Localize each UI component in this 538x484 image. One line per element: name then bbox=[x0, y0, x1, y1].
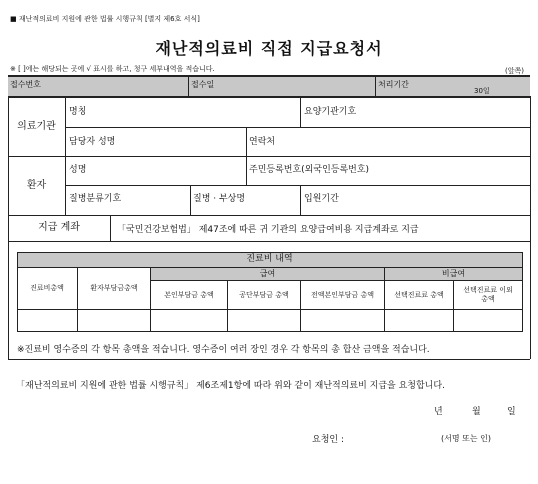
cost-table-title: 진료비 내역 bbox=[246, 254, 293, 265]
divider bbox=[246, 156, 247, 185]
manager-name-label: 담당자 성명 bbox=[69, 137, 116, 147]
covered-group-header: 급여 bbox=[259, 269, 276, 278]
divider bbox=[110, 215, 111, 241]
divider bbox=[530, 96, 531, 359]
divider bbox=[17, 309, 522, 310]
year-label: 년 bbox=[434, 407, 443, 417]
divider bbox=[246, 127, 247, 156]
divider bbox=[522, 252, 523, 332]
bullet-icon: ■ bbox=[10, 15, 17, 23]
payment-account-text: 「국민건강보험법」 제47조에 따른 귀 기관의 요양급여비용 지급계좌로 지급 bbox=[117, 225, 419, 235]
divider bbox=[188, 76, 189, 96]
insurer-total-header: 공단부담금 총액 bbox=[239, 290, 289, 299]
divider bbox=[300, 185, 301, 215]
non-selective-care-header: 선택진료료 이외 총액 bbox=[463, 286, 513, 303]
divider bbox=[8, 156, 530, 157]
disease-code-label: 질병분류기호 bbox=[69, 194, 122, 204]
resident-id-label: 주민등록번호(외국인등록번호) bbox=[249, 165, 370, 175]
divider bbox=[65, 127, 530, 128]
uncovered-group-header: 비급여 bbox=[441, 269, 466, 278]
divider bbox=[65, 185, 530, 186]
cost-table-note: ※진료비 영수증의 각 항목 총액을 적습니다. 영수증이 여러 장인 경우 각 항목의 총 합산 금액을 적습니다. bbox=[17, 345, 430, 355]
patient-name-label: 성명 bbox=[69, 165, 87, 175]
day-label: 일 bbox=[507, 407, 516, 417]
institution-name-label: 명칭 bbox=[69, 107, 87, 117]
receipt-date-label: 접수일 bbox=[191, 80, 215, 89]
processing-period-label: 처리기간 bbox=[378, 80, 409, 89]
law-reference: ■ 재난적의료비 지원에 관한 법률 시행규칙 [별지 제6호 서식] bbox=[10, 15, 200, 23]
disease-name-label: 질병 · 부상명 bbox=[193, 194, 246, 204]
divider bbox=[8, 96, 9, 359]
requester-label: 요청인 : bbox=[312, 435, 344, 445]
divider bbox=[453, 280, 454, 331]
copay-total-header: 본인부담금 총액 bbox=[164, 290, 214, 299]
institution-code-label: 요양기관기호 bbox=[304, 107, 357, 117]
processing-period-value: 30일 bbox=[474, 87, 490, 95]
signature-label: (서명 또는 인) bbox=[441, 434, 491, 443]
form-title: 재난적의료비 직접 지급요청서 bbox=[155, 39, 383, 58]
divider bbox=[8, 241, 530, 242]
divider bbox=[17, 331, 522, 332]
instruction-note: ※ [ ]에는 해당되는 곳에 √ 표시를 하고, 청구 세부내역을 적습니다. bbox=[10, 65, 215, 73]
receipt-bar bbox=[8, 76, 530, 96]
patient-section-label: 환자 bbox=[26, 179, 47, 191]
admission-period-label: 입원기간 bbox=[304, 194, 339, 204]
divider bbox=[17, 252, 18, 332]
month-label: 월 bbox=[472, 407, 481, 417]
full-copay-total-header: 전액본인부담금 총액 bbox=[310, 290, 375, 299]
request-statement: 「재난적의료비 지원에 관한 법률 시행규칙」 제6조제1항에 따라 위와 같이 재난적의료비 지급을 요청합니다. bbox=[16, 381, 445, 391]
divider bbox=[375, 76, 376, 96]
payment-account-label: 지급 계좌 bbox=[38, 222, 80, 234]
divider bbox=[300, 98, 301, 127]
page-side-label: (앞쪽) bbox=[505, 67, 524, 75]
institution-section-label: 의료기관 bbox=[17, 120, 56, 132]
divider bbox=[190, 185, 191, 215]
total-cost-header: 진료비총액 bbox=[30, 284, 64, 293]
divider bbox=[8, 359, 530, 360]
divider bbox=[8, 96, 530, 98]
patient-burden-header: 환자부담금총액 bbox=[90, 284, 138, 293]
contact-label: 연락처 bbox=[249, 137, 276, 147]
divider bbox=[8, 75, 530, 77]
receipt-number-label: 접수번호 bbox=[10, 80, 41, 89]
selective-care-header: 선택진료료 총액 bbox=[394, 290, 444, 299]
